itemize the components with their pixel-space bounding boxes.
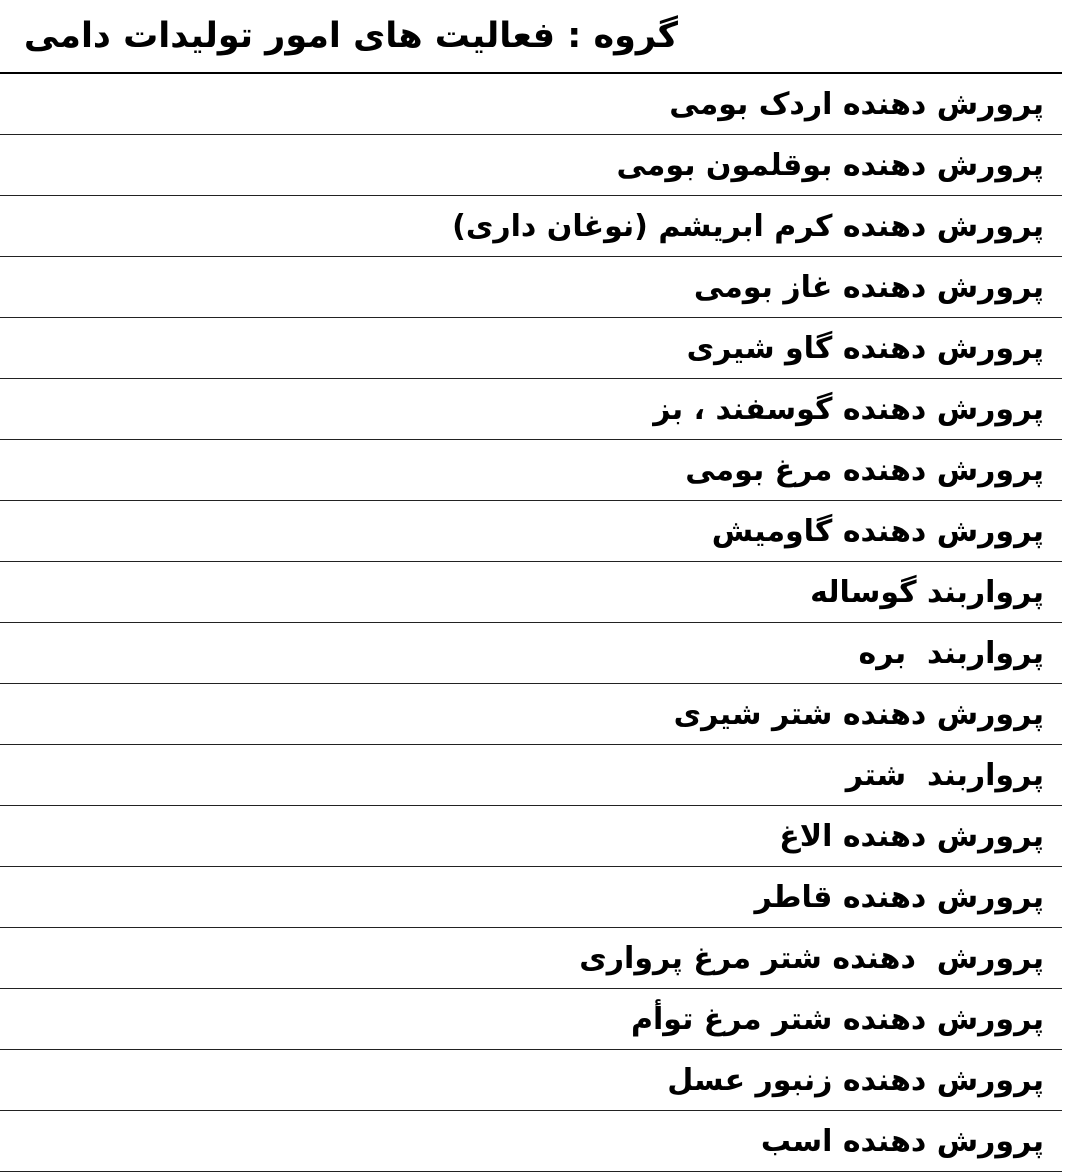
activity-label: پرورش دهنده کرم ابریشم (نوغان داری) [452,208,1044,244]
activity-label: پرورش دهنده گاو شیری [686,330,1044,366]
table-row [0,257,1062,318]
activity-label: پرورش دهنده الاغ [779,818,1044,854]
table-row [0,135,1062,196]
table-row [0,196,1062,257]
activity-label: پرواربند شتر [845,757,1044,793]
table-row [0,1050,1062,1111]
activity-label: پرورش دهنده قاطر [754,879,1044,915]
table-row [0,562,1062,623]
table-row [0,501,1062,562]
table-row [0,318,1062,379]
activity-label: پرورش دهنده غاز بومی [693,269,1044,305]
table-row [0,867,1062,928]
page-margin-strip [1062,0,1080,1173]
table-row [0,745,1062,806]
table-row [0,623,1062,684]
table-row [0,1111,1062,1172]
activity-label: پرورش دهنده بوقلمون بومی [616,147,1044,183]
table-row [0,379,1062,440]
activity-label: پرورش دهنده شتر مرغ پرواری [579,940,1044,976]
activity-label: پرورش دهنده اسب [760,1123,1044,1159]
table-row [0,989,1062,1050]
activity-label: پرواربند گوساله [810,574,1044,610]
activity-label: پرورش دهنده مرغ بومی [685,452,1044,488]
activity-label: پرواربند بره [858,635,1044,671]
table-row [0,440,1062,501]
table-row [0,684,1062,745]
activity-label: پرورش دهنده گاومیش [711,513,1044,549]
table-row [0,928,1062,989]
table-row [0,74,1062,135]
activity-label: پرورش دهنده شتر شیری [673,696,1044,732]
table-header-row [0,0,1062,74]
page-title: گروه : فعالیت های امور تولیدات دامی [23,16,678,56]
activity-label: پرورش دهنده اردک بومی [669,86,1044,122]
activity-label: پرورش دهنده زنبور عسل [667,1062,1044,1098]
activity-label: پرورش دهنده گوسفند ، بز [653,391,1044,427]
table-row [0,806,1062,867]
activity-label: پرورش دهنده شتر مرغ توأم [631,1001,1044,1037]
